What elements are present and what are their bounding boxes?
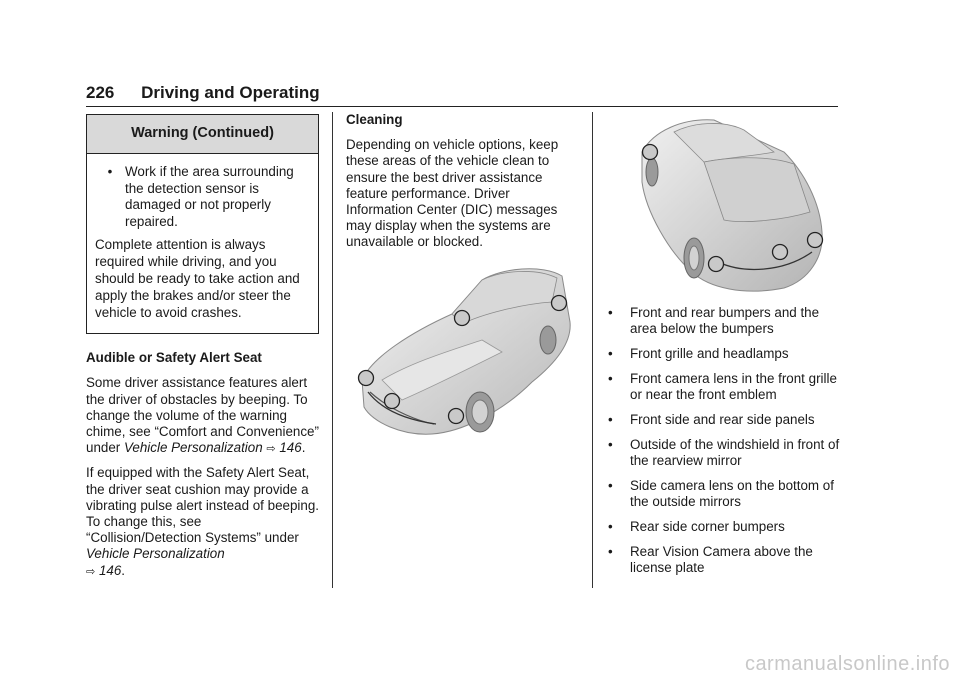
sensor-marker [455, 311, 470, 326]
cleaning-intro: Depending on vehicle options, keep these areas of the vehicle clean to ensure the best driver assistance feature performance. Driver Information Center (DIC) messages may display when the systems are unavailable or blocked. [346, 137, 559, 250]
bullet-icon: • [107, 164, 113, 180]
section-heading-cleaning: Cleaning [346, 112, 403, 127]
sensor-marker [552, 296, 567, 311]
page-ref-arrow-icon: ⇨ [86, 565, 96, 578]
list-item [604, 544, 844, 576]
column-divider-left [332, 112, 333, 588]
vehicle-front-illustration [352, 262, 578, 440]
column-2 [346, 112, 580, 259]
list-item [604, 412, 844, 428]
list-item [604, 437, 844, 469]
warning-body [87, 154, 318, 333]
sensor-marker [808, 233, 823, 248]
sensor-marker [643, 145, 658, 160]
page-ref-arrow-icon: ⇨ [266, 443, 276, 456]
sensor-marker [359, 371, 374, 386]
warning-title: Warning (Continued) [87, 115, 318, 154]
sensor-marker [385, 394, 400, 409]
warning-bullet [95, 164, 310, 230]
watermark: carmanualsonline.info [744, 653, 950, 675]
list-item-text: Side camera lens on the bottom of the outside mirrors [630, 478, 834, 509]
list-item-text: Front grille and headlamps [630, 346, 789, 361]
warning-box [86, 114, 319, 334]
sensor-marker [773, 245, 788, 260]
list-item [604, 305, 844, 337]
column-divider-right [592, 112, 593, 588]
link-vehicle-personalization[interactable]: Vehicle Personalization [123, 440, 263, 456]
column-3 [604, 305, 844, 585]
bullet-icon: • [608, 305, 613, 320]
vehicle-rear-illustration [634, 112, 828, 296]
bullet-icon: • [608, 544, 613, 559]
bullet-icon: • [608, 412, 613, 427]
page-number: 226 [86, 83, 115, 102]
list-item [604, 519, 844, 535]
list-item-text: Front camera lens in the front grille or near the front emblem [630, 371, 837, 402]
section-heading-safety-alert-seat: Audible or Safety Alert Seat [86, 350, 262, 366]
bullet-icon: • [608, 371, 613, 386]
list-item [604, 346, 844, 362]
link-vehicle-personalization[interactable]: Vehicle Personalization [86, 546, 225, 562]
page-header [86, 82, 838, 107]
cleaning-areas-list [604, 305, 844, 576]
list-item [604, 478, 844, 510]
warning-bullet-text: Work if the area surrounding the detection sensor is damaged or not properly repaired. [125, 164, 294, 229]
bullet-icon: • [608, 519, 613, 534]
page-ref-number[interactable]: 146 [98, 562, 122, 578]
list-item-text: Outside of the windshield in front of the rearview mirror [630, 437, 840, 468]
bullet-icon: • [608, 346, 613, 361]
page-ref-number[interactable]: 146 [279, 440, 302, 456]
list-item-text: Front side and rear side panels [630, 412, 815, 427]
seat-paragraph-1: Some driver assistance features alert the driver of obstacles by beeping. To change the volume of the warning chime, see “Comfort and Convenience” under Vehicle Personalization ⇨ 146. [86, 375, 319, 456]
page-title: Driving and Operating [141, 83, 320, 102]
column-1 [86, 114, 319, 588]
list-item [604, 371, 844, 403]
list-item-text: Front and rear bumpers and the area below the bumpers [630, 305, 820, 336]
sensor-marker [449, 409, 464, 424]
list-item-text: Rear Vision Camera above the license plate [630, 544, 813, 575]
list-item-text: Rear side corner bumpers [630, 519, 785, 534]
seat-paragraph-2: If equipped with the Safety Alert Seat, the driver seat cushion may provide a vibrating pulse alert instead of beeping. To change this, see “Collision/Detection Systems” under Vehicle Personalization ⇨ 146. [86, 465, 320, 578]
sensor-marker [709, 257, 724, 272]
bullet-icon: • [608, 437, 613, 452]
bullet-icon: • [608, 478, 613, 493]
warning-text: Complete attention is always required while driving, and you should be ready to take action and apply the brakes and/or steer the vehicle to avoid crashes. [95, 237, 300, 321]
